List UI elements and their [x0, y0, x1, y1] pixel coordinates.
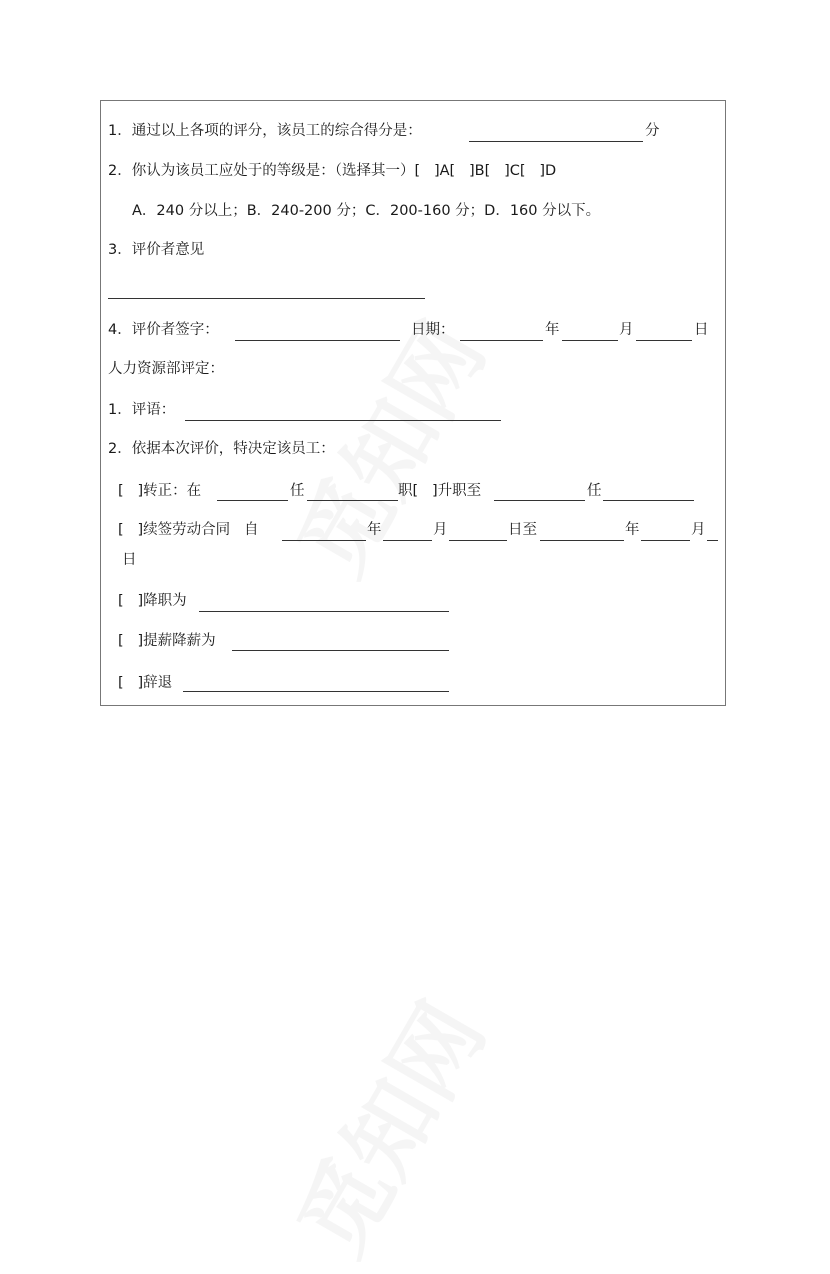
opt-salary[interactable]: [ ]提薪降薪为 — [118, 633, 216, 649]
year-label: 年 — [545, 322, 560, 338]
ren-label: 任 — [587, 483, 602, 499]
year-label: 年 — [367, 522, 382, 538]
comment-blank[interactable] — [185, 420, 501, 421]
q1-unit: 分 — [645, 123, 660, 139]
renew-start-day-blank[interactable] — [449, 540, 507, 541]
ren-label: 任 — [290, 483, 305, 499]
month-blank[interactable] — [562, 340, 618, 341]
promote-dept-blank[interactable] — [494, 500, 585, 501]
salary-blank[interactable] — [232, 650, 449, 651]
day-label: 日 — [694, 322, 709, 338]
watermark — [261, 976, 509, 1274]
opt-renew[interactable]: [ ]续签劳动合同 自 — [118, 522, 259, 538]
day-blank[interactable] — [636, 340, 692, 341]
renew-end-day-blank[interactable] — [707, 540, 718, 541]
regular-position-blank[interactable] — [307, 500, 398, 501]
opt-promote[interactable]: 职[ ]升职至 — [398, 483, 482, 499]
month-label: 月 — [691, 522, 706, 538]
q3-label: 3．评价者意见 — [108, 242, 205, 258]
month-label: 月 — [619, 322, 634, 338]
renew-end-year-blank[interactable] — [540, 540, 624, 541]
opt-demote[interactable]: [ ]降职为 — [118, 593, 187, 609]
date-label: 日期： — [411, 322, 455, 338]
renew-start-year-blank[interactable] — [282, 540, 366, 541]
hr1-label: 1．评语： — [108, 402, 176, 418]
q2-label: 2．你认为该员工应处于的等级是：（选择其一）[ ]A[ ]B[ ]C[ ]D — [108, 163, 557, 179]
q4-label: 4．评价者签字： — [108, 322, 219, 338]
opinion-blank[interactable] — [108, 298, 425, 299]
score-blank[interactable] — [469, 141, 643, 142]
month-label: 月 — [433, 522, 448, 538]
year-label: 年 — [625, 522, 640, 538]
hr-title: 人力资源部评定： — [108, 361, 224, 377]
q2-options: A．240 分以上；B．240-200 分；C．200-160 分；D．160 分以下。 — [132, 203, 601, 219]
signature-blank[interactable] — [235, 340, 400, 341]
q1-label: 1．通过以上各项的评分，该员工的综合得分是： — [108, 123, 422, 139]
evaluation-form-box — [100, 100, 726, 706]
renew-end-month-blank[interactable] — [641, 540, 690, 541]
opt-dismiss[interactable]: [ ]辞退 — [118, 675, 173, 691]
day-label: 日 — [122, 552, 137, 568]
dismiss-blank[interactable] — [183, 691, 449, 692]
hr2-label: 2．依据本次评价，特决定该员工： — [108, 441, 335, 457]
regular-dept-blank[interactable] — [217, 500, 288, 501]
year-blank[interactable] — [460, 340, 543, 341]
demote-blank[interactable] — [199, 611, 449, 612]
renew-start-month-blank[interactable] — [383, 540, 432, 541]
day-to-label: 日至 — [508, 522, 537, 538]
opt-regular[interactable]: [ ]转正：在 — [118, 483, 202, 499]
promote-position-blank[interactable] — [603, 500, 694, 501]
